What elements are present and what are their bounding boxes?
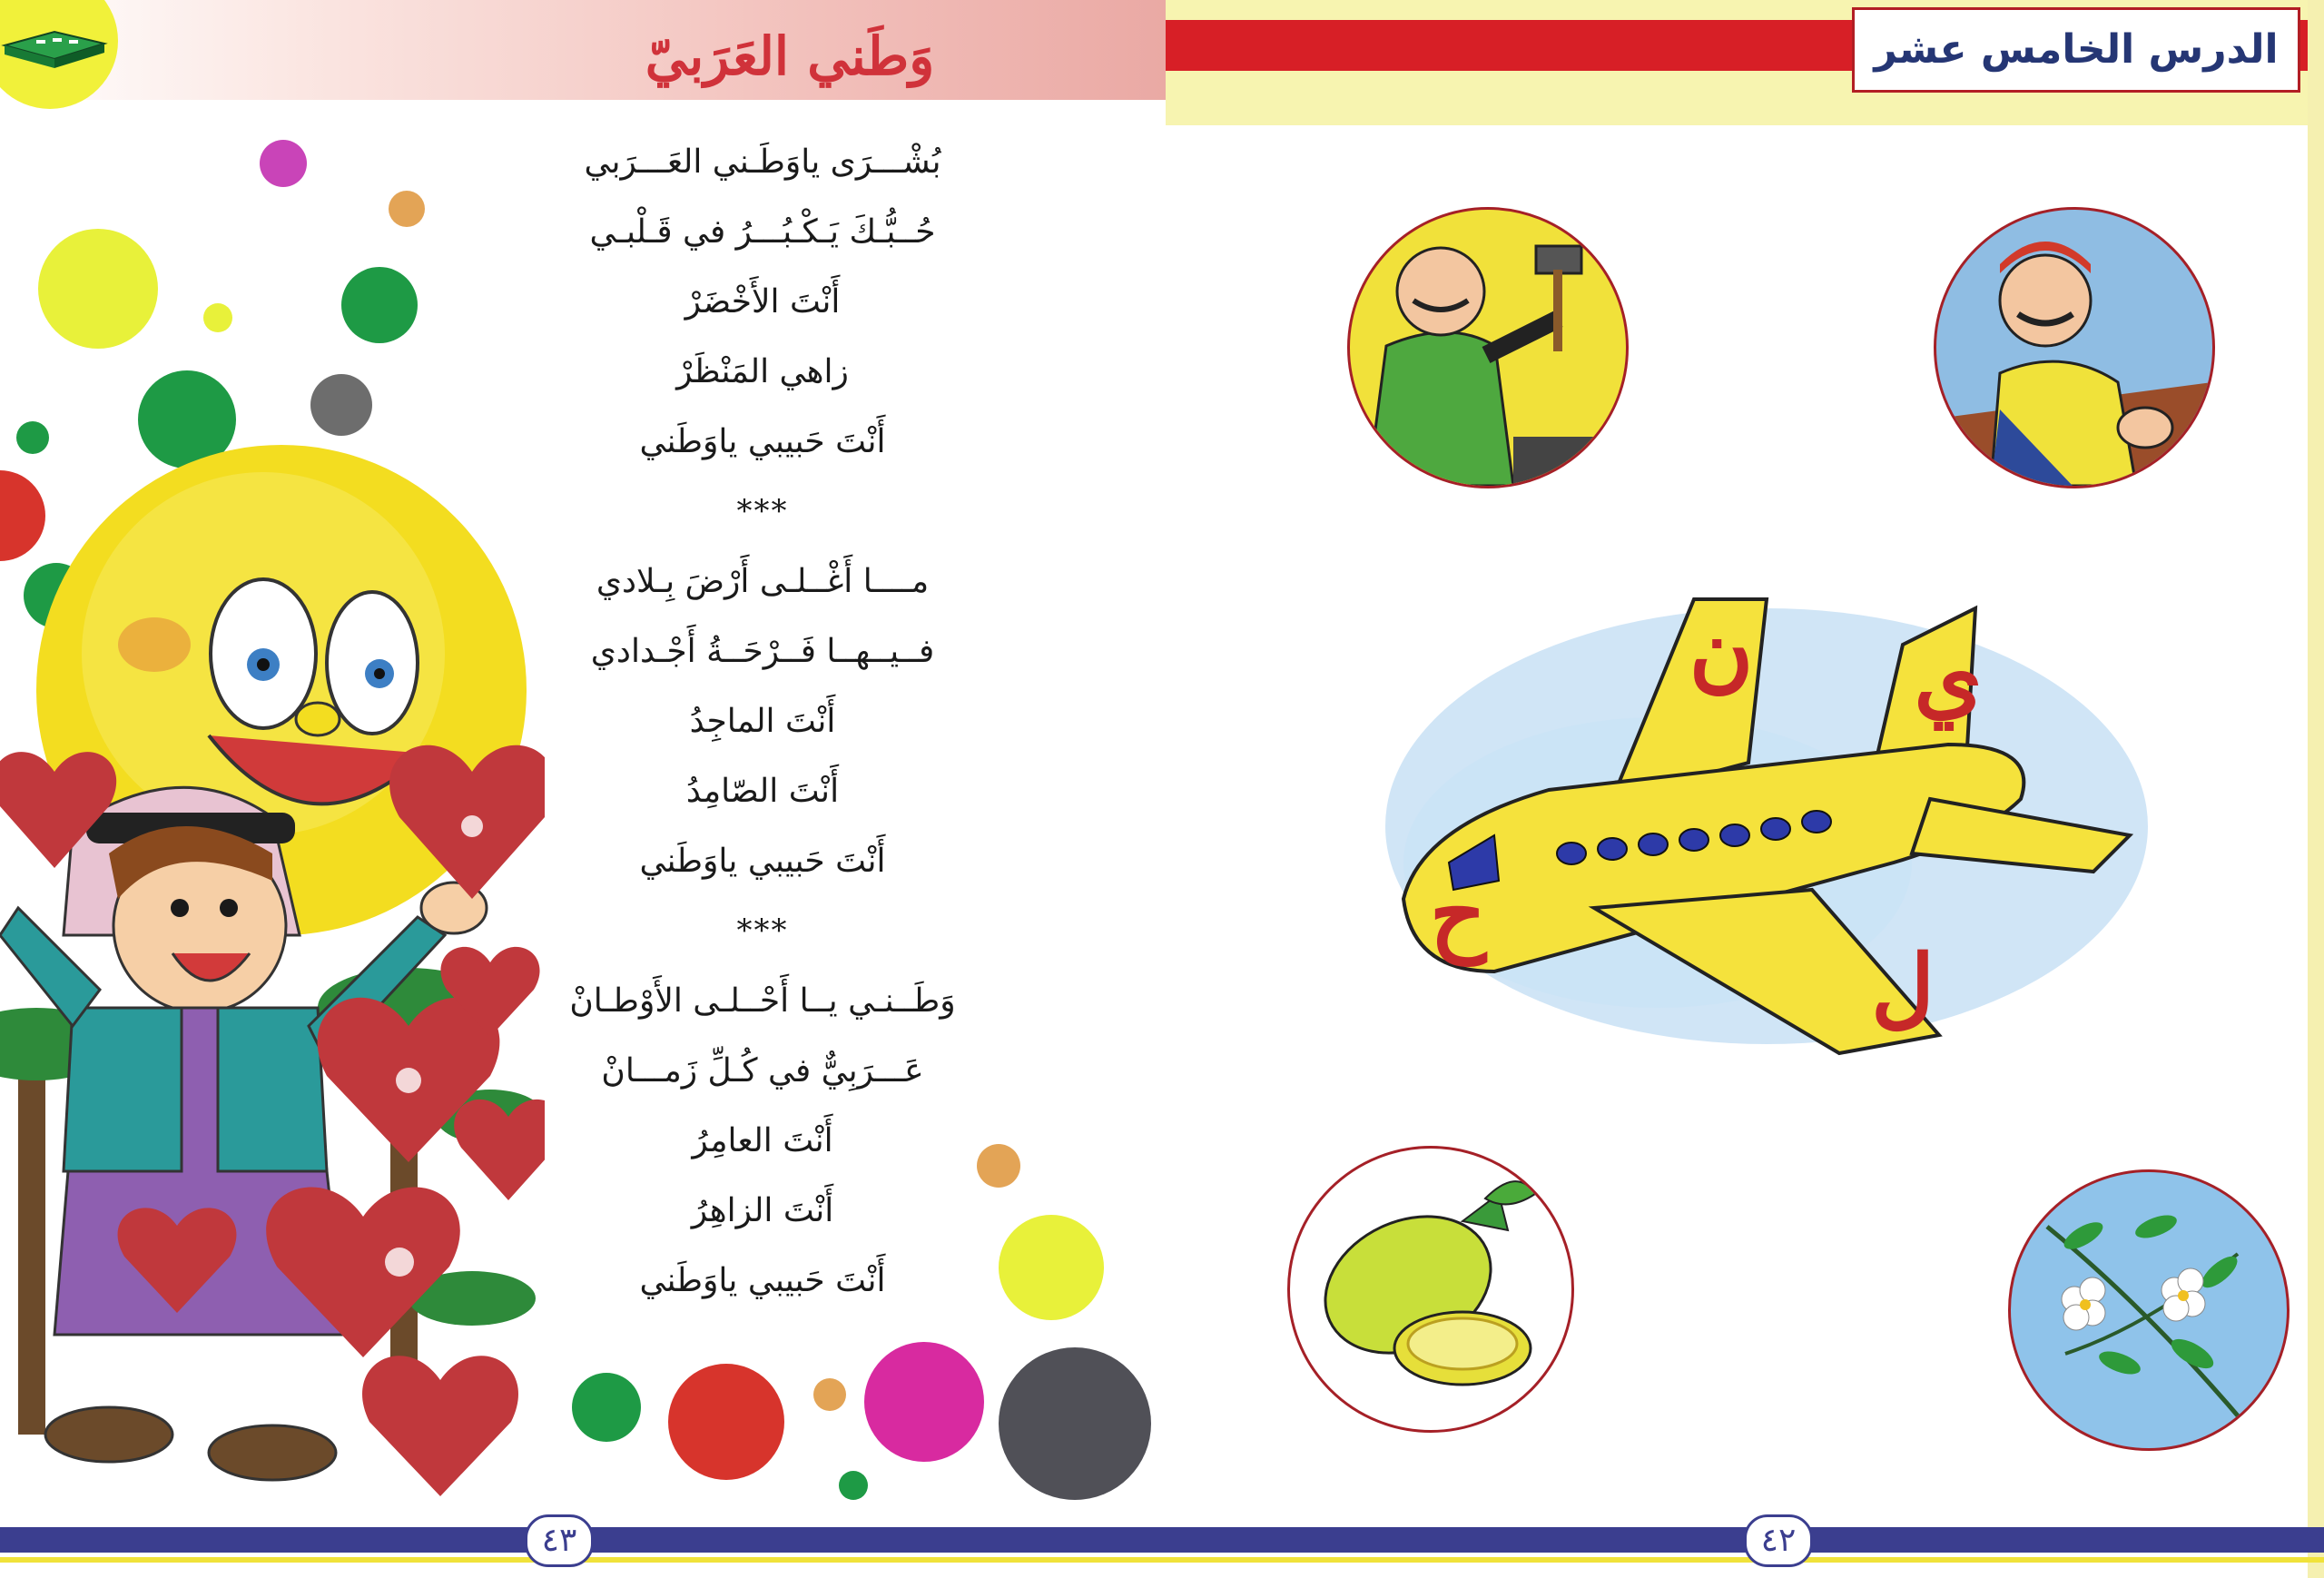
dot <box>864 1342 984 1462</box>
lesson-title: الدرس الخامس عشر <box>1852 7 2300 93</box>
dot <box>260 140 307 187</box>
blacksmith-picture <box>1347 207 1629 488</box>
dot <box>813 1378 846 1411</box>
poem-line: زاهي المَنْظَرْ <box>676 353 849 390</box>
dot <box>572 1373 641 1442</box>
poem-line: أَنْتَ الماجِدُ <box>689 703 836 740</box>
lemon-picture <box>1287 1146 1574 1433</box>
poem-line: أَنْتَ العامِرُ <box>692 1122 833 1159</box>
plane-letter: ن <box>1689 599 1754 702</box>
dot <box>389 191 425 227</box>
poem-line: أَنْتَ الزاهِرُ <box>691 1192 834 1229</box>
poem-line: فــيــهــا فَــرْحَــةُ أَجْـدادي <box>590 633 935 670</box>
poem-line: أَنْتَ حَبيبي ياوَطَني <box>639 843 886 880</box>
poem-line: أَنْتَ الصّامِدُ <box>685 773 840 810</box>
page-number: ٤٣ <box>525 1514 594 1567</box>
plane-letter: ي <box>1914 626 1983 729</box>
poem-line: حُــبُّـكَ يَـكْـبُـــرُ في قَـلْبـي <box>589 213 936 251</box>
poem-line: أَنْتَ الأَخْضَرْ <box>684 283 841 321</box>
plane-letter: ح <box>1430 863 1486 965</box>
footer-stripe <box>1166 1557 2324 1563</box>
poem-line: مــــا أَغْــلـى أَرْضَ بِـلادي <box>596 563 930 600</box>
dot <box>203 303 232 332</box>
poem-line: أَنْتَ حَبيبي ياوَطَني <box>639 423 886 460</box>
stanza-separator: *** <box>736 493 789 529</box>
airplane-illustration <box>1385 563 2148 1071</box>
jasmine-picture <box>2008 1169 2290 1451</box>
dot <box>341 267 418 343</box>
page-title: وَطَني العَرَبيّ <box>645 25 935 87</box>
plane-letter: ل <box>1871 935 1935 1038</box>
page-edge <box>2308 0 2324 1578</box>
stanza-separator: *** <box>736 912 789 949</box>
poem <box>508 127 1017 1316</box>
carpenter-picture <box>1934 207 2215 488</box>
poem-line: بُشْـــرَى ياوَطَـني العَـــرَبي <box>584 143 941 181</box>
dot <box>668 1364 784 1480</box>
dot <box>839 1471 868 1500</box>
page-number: ٤٢ <box>1744 1514 1813 1567</box>
poem-line: وَطَــنـي يــا أَحْــلـى الأَوْطـانْ <box>569 982 956 1020</box>
dot <box>38 229 158 349</box>
poem-line: عَـــرَبِيٌّ في كُـلِّ زَمـــانْ <box>601 1052 924 1090</box>
sun-boy-illustration <box>0 427 545 1534</box>
right-page <box>1166 0 2324 1578</box>
poem-line: أَنْتَ حَبيبي ياوَطَني <box>639 1262 886 1299</box>
dot <box>999 1347 1151 1500</box>
